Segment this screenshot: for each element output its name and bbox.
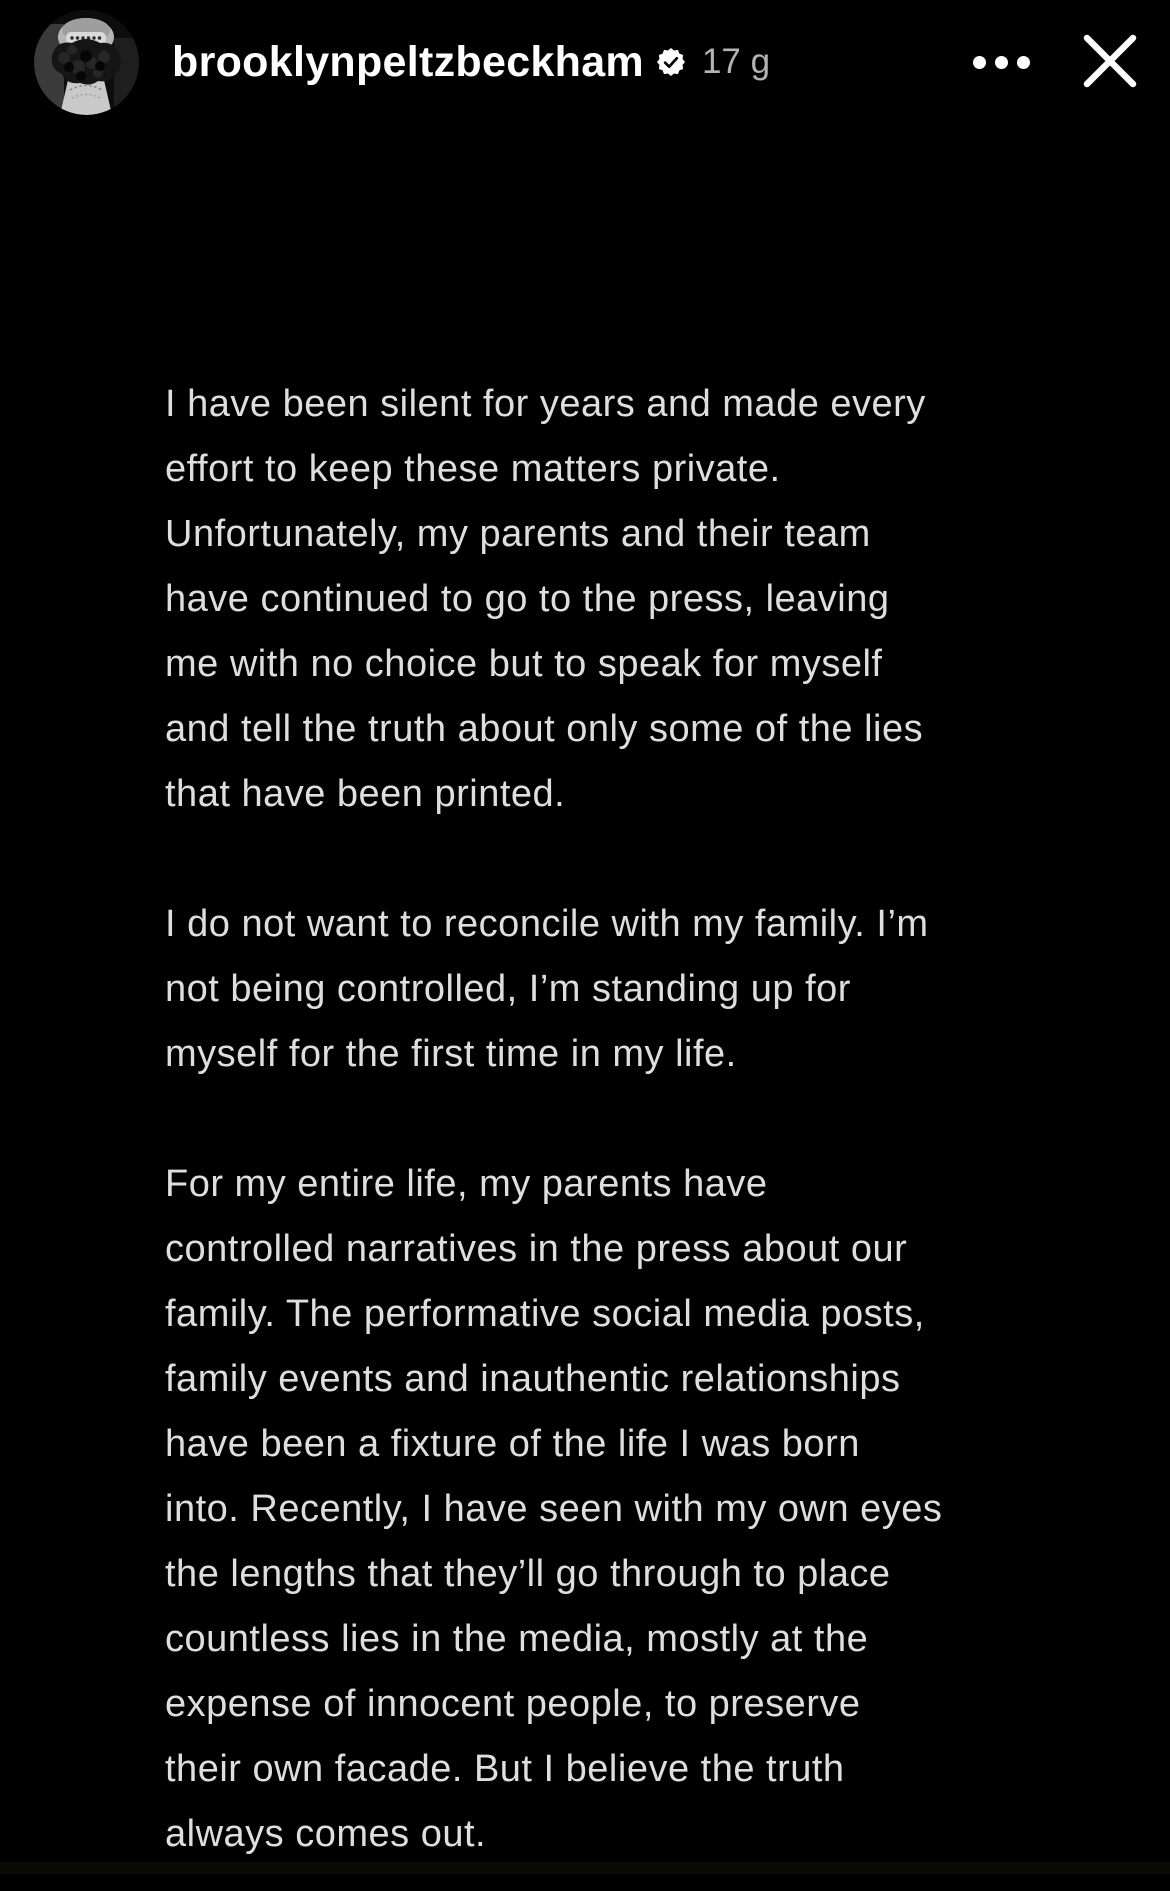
story-line: have been a fixture of the life I was born: [165, 1423, 860, 1465]
story-line: and tell the truth about only some of the lies: [165, 708, 924, 750]
story-line: family. The performative social media posts,: [165, 1293, 925, 1335]
story-line: that have been printed.: [165, 773, 566, 815]
more-options-button[interactable]: [977, 38, 1025, 86]
ellipsis-icon: [973, 56, 1030, 69]
story-line: Unfortunately, my parents and their team: [165, 513, 871, 555]
story-line: I do not want to reconcile with my family. I’m: [165, 903, 929, 945]
story-line: I have been silent for years and made every: [165, 383, 926, 425]
story-line: into. Recently, I have seen with my own eyes: [165, 1488, 943, 1530]
story-line: expense of innocent people, to preserve: [165, 1683, 861, 1725]
profile-photo-icon: [34, 10, 139, 115]
story-line: myself for the first time in my life.: [165, 1033, 737, 1075]
username[interactable]: brooklynpeltzbeckham: [172, 37, 644, 86]
story-line: always comes out.: [165, 1813, 487, 1855]
story-paragraph: [165, 892, 1110, 1087]
story-line: have continued to go to the press, leaving: [165, 578, 890, 620]
story-line: not being controlled, I’m standing up for: [165, 968, 851, 1010]
story-edge-band: [0, 1862, 1170, 1874]
close-story-button[interactable]: [1078, 30, 1142, 94]
story-line: For my entire life, my parents have: [165, 1163, 768, 1205]
story-paragraph: [165, 372, 1110, 827]
story-line: me with no choice but to speak for myself: [165, 643, 883, 685]
story-paragraph: [165, 1152, 1110, 1867]
avatar[interactable]: [34, 10, 139, 115]
story-line: effort to keep these matters private.: [165, 448, 781, 490]
story-line: their own facade. But I believe the truth: [165, 1748, 845, 1790]
story-line: family events and inauthentic relationships: [165, 1358, 901, 1400]
verified-seal-icon: [657, 48, 685, 76]
story-line: countless lies in the media, mostly at the: [165, 1618, 869, 1660]
story-header: [0, 0, 1170, 124]
close-icon: [1078, 29, 1142, 96]
story-line: the lengths that they’ll go through to place: [165, 1553, 891, 1595]
story-timestamp: 17 g: [701, 42, 771, 81]
story-text: [165, 372, 1110, 1867]
story-line: controlled narratives in the press about our: [165, 1228, 908, 1270]
